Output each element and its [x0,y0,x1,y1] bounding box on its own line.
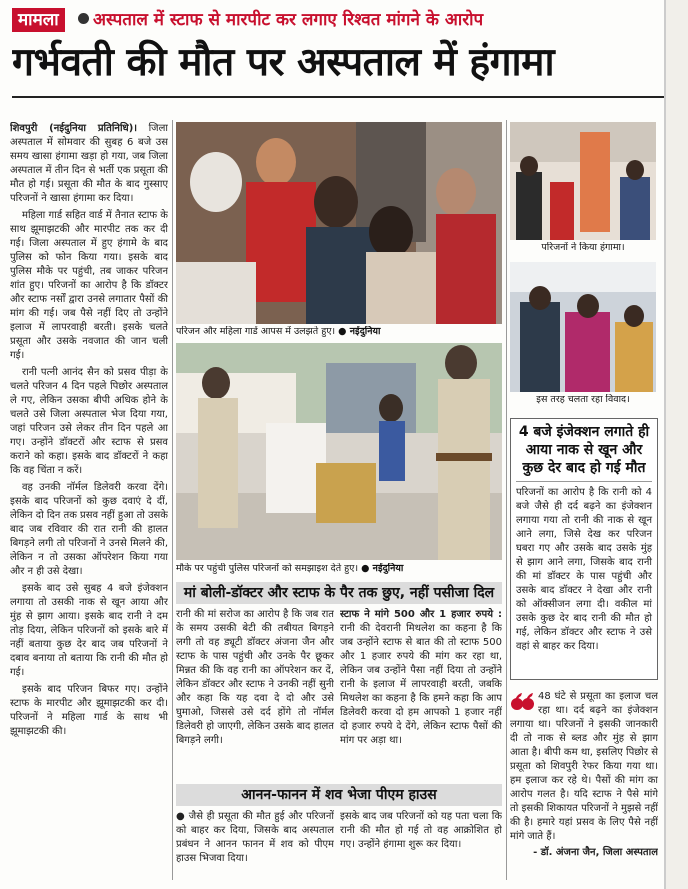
bribe-subheading: स्टाफ ने मांगे 500 और 1 हजार रुपये : [340,609,502,620]
article-paragraph-3: रानी पत्नी आनंद सैन को प्रसव पीड़ा के चलते परिजन 4 दिन पहले पिछोर अस्पताल ले गए, लेकिन उसका बीपी अधिक होने के चलते उसे जिला अस्पताल भेज दिया गया, जहां परिजन उसे लेकर तीन दिन पहले आ गए। उन्होंने डॉक्टरों और स्टाफ से प्रसव कराने को कहा। इसके बाद डॉक्टरों ने कहा कि वह चिंता न करें। [10,367,168,476]
photo-3-caption: परिजनों ने किया हंगामा। [541,242,625,253]
doctor-quote [510,690,658,882]
quote-author: - डॉ. अंजना जैन, जिला अस्पताल [533,847,658,858]
article-paragraph-6: इसके बाद परिजन बिफर गए। उन्होंने स्टाफ के मारपीट और झूमाझटकी कर दी। परिजनों ने महिला गार्ड के साथ भी झूमाझटकी की। [10,684,168,737]
article-paragraph-4: वह उनकी नॉर्मल डिलेवरी करवा देंगे। इसके बाद परिजनों को कुछ दवाएं दे दीं, लेकिन दो दिन तक प्रसव नहीं हुआ तो उसके बाद जब रविवार की रात रानी की हालत बिगड़ने लगी तो परिजनों ने उनसे मिलने की, लेकिन न तो उसका ऑपरेशन किया गया और न ही उसे देखा। [10,482,168,577]
pm-section-heading: आनन-फानन में शव भेजा पीएम हाउस [176,784,502,806]
article-column [10,122,168,882]
header-rule [12,96,664,98]
injection-box [510,418,658,680]
quote-icon [510,690,534,714]
photo-dispute-illustration [510,262,656,392]
photo-crowd-illustration [176,122,502,324]
photo-family-uproar [510,122,656,240]
quote-text: 48 घंटे से प्रसूता का इलाज चल रहा था। दर्द बढ़ने का इंजेक्शन लगाया था। परिजनों ने इसकी जानकारी दी तो नाक से ब्लड और मुंह से झाग आता है। बीपी कम था, इसलिए पिछोर से प्रसूता को शिवपुरी रेफर किया गया था। हम इलाज कर रहे थे। पैसों की मांग का आरोप गलत है। यदि स्टाफ ने पैसे मांगे तो इसकी शिकायत परिजनों ने मुझसे नहीं की है। हमारे यहां प्रसव के लिए पैसे नहीं मांगे जाते हैं। [510,691,658,842]
headline: गर्भवती की मौत पर अस्पताल में हंगामा [12,40,555,85]
right-column-divider [506,120,507,880]
photo-ward-illustration [510,122,656,240]
injection-box-rule [516,481,652,482]
photo-1-caption: परिजन और महिला गार्ड आपस में उलझते हुए। ● नईदुनिया [176,326,381,337]
mother-section-left-text: रानी की मां सरोज का आरोप है कि जब रात के समय उसकी बेटी की तबीयत बिगड़ने लगी तो वह ड्यूटी डॉक्टर अंजना जैन और स्टाफ के पास पहुंची और उनके पैर छूकर मिन्नत की कि वह रानी का ऑपरेशन कर दें, लेकिन डॉक्टर और स्टाफ ने उनकी नहीं सुनी और कहा कि यह दवा दे दो और उसे घुमाओ, जिससे उसे दर्द होंगे तो नॉर्मल डिलेवरी हो जाएगी, लेकिन उसके बाद हालत बिगड़ने लगी। [176,609,334,746]
column-divider [172,120,173,880]
injection-box-text: परिजनों का आरोप है कि रानी को 4 बजे जैसे ही दर्द बढ़ने का इंजेक्शन लगाया गया तो रानी की नाक से खून आने लगा, जिसे देख कर परिजन घबरा गए और उसके बाद उसके मुंह से झाग आने लगा, जिसके बाद रानी की मां डॉक्टर के पास पहुंची और उसके बाद डॉक्टर ने देखा और रानी को ऑक्सीजन लगा दी। वकील मां उसके कुछ देर बाद रानी की मौत हो गई, लेकिन डॉक्टर और स्टाफ ने उसे वहां से बाहर कर दिया। [516,487,652,652]
mother-section-right [340,608,502,780]
kicker-text: अस्पताल में स्टाफ से मारपीट कर लगाए रिश्वत मांगने के आरोप [93,10,484,30]
bullet-dot-icon [78,13,89,24]
bribe-text: रानी की देवरानी मिथलेश का कहना है कि जब उन्होंने स्टाफ से बात की तो स्टाफ 500 और 1 हजार रुपये की मांग कर रहा था, लेकिन जब उन्होंने पैसा नहीं दिया तो उन्होंने रानी के इलाज में लापरवाही बरती, जबकि मिथलेश का कहना है कि हमने कहा कि आप डिलेवरी करवा दो हम आपको 1 हजार नहीं दो हजार रुपये दे देंगे, लेकिन स्टाफ पैसों की मांग पर अड़ा था। [340,623,502,746]
photo-police-counseling [176,343,502,560]
photo-dispute-continues [510,262,656,392]
article-paragraph-2: महिला गार्ड सहित वार्ड में तैनात स्टाफ के साथ झूमाझटकी और मारपीट तक कर दी गई। जिला अस्पताल में हुए हंगामे के बाद पुलिस को फोन किया गया। इसके बाद पुलिस मौके पर पहुंची, तब जाकर परिजन शांत हुए। परिजनों का आरोप है कि डॉक्टर और स्टाफ नर्सों द्वारा उनसे लगातार पैसों की मांग की गई। जब पैसे नहीं दिए तो उन्होंने इलाज में लापरवाही बरती। इसके चलते प्रसूता और उसके नवजात की जान चली गई। [10,210,168,361]
article-paragraph-5: इसके बाद उसे सुबह 4 बजे इंजेक्शन लगाया तो उसकी नाक से खून आया और मुंह से झाग आया। इसके बाद रानी ने दम तोड़ दिया, लेकिन परिजनों को इसके बारे में नहीं बताया कुछ देर बाद जब परिजनों ने दबाव बनाया तो बताया कि रानी की मौत हो गई। [10,583,168,678]
photo-2-caption: मौके पर पहुंची पुलिस परिजनों को समझाइश देते हुए। ● नईदुनिया [176,563,404,574]
adjacent-column-rule [664,0,666,889]
section-tag: मामला [12,8,65,32]
photo-4-caption: इस तरह चलता रहा विवाद। [536,394,630,405]
kicker-line [78,8,660,32]
dateline: शिवपुरी (नईदुनिया प्रतिनिधि)। [10,123,138,134]
pm-section-left-text: ● जैसे ही प्रसूता की मौत हुई और परिजनों को बाहर कर दिया, जिसके बाद अस्पताल प्रबंधन ने आनन फानन में शव को पीएम हाउस भिजवा दिया। [176,811,334,864]
article-paragraph-1: शिवपुरी (नईदुनिया प्रतिनिधि)। जिला अस्पताल में सोमवार की सुबह 6 बजे उस समय खासा हंगामा खड़ा हो गया, जब जिला अस्पताल में तीन दिन से भर्ती एक प्रसूता की मौत हो गई। प्रसूता की मौत के बाद गुस्साए परिजनों ने खासा हंगामा कर दिया। [10,123,168,204]
photo-police-illustration [176,343,502,560]
adjacent-column-cropped [664,0,688,889]
injection-box-heading: 4 बजे इंजेक्शन लगाते ही आया नाक से खून और कुछ देर बाद हो गई मौत [518,424,650,476]
mother-section-heading: मां बोली-डॉक्टर और स्टाफ के पैर तक छुए, नहीं पसीजा दिल [176,582,502,604]
photo-family-guard-scuffle [176,122,502,324]
pm-section-right-text: इसके बाद जब परिजनों को यह पता चला कि रानी की मौत हो गई तो वह आक्रोशित हो गए। उन्होंने हंगामा शुरू कर दिया। [340,811,502,850]
